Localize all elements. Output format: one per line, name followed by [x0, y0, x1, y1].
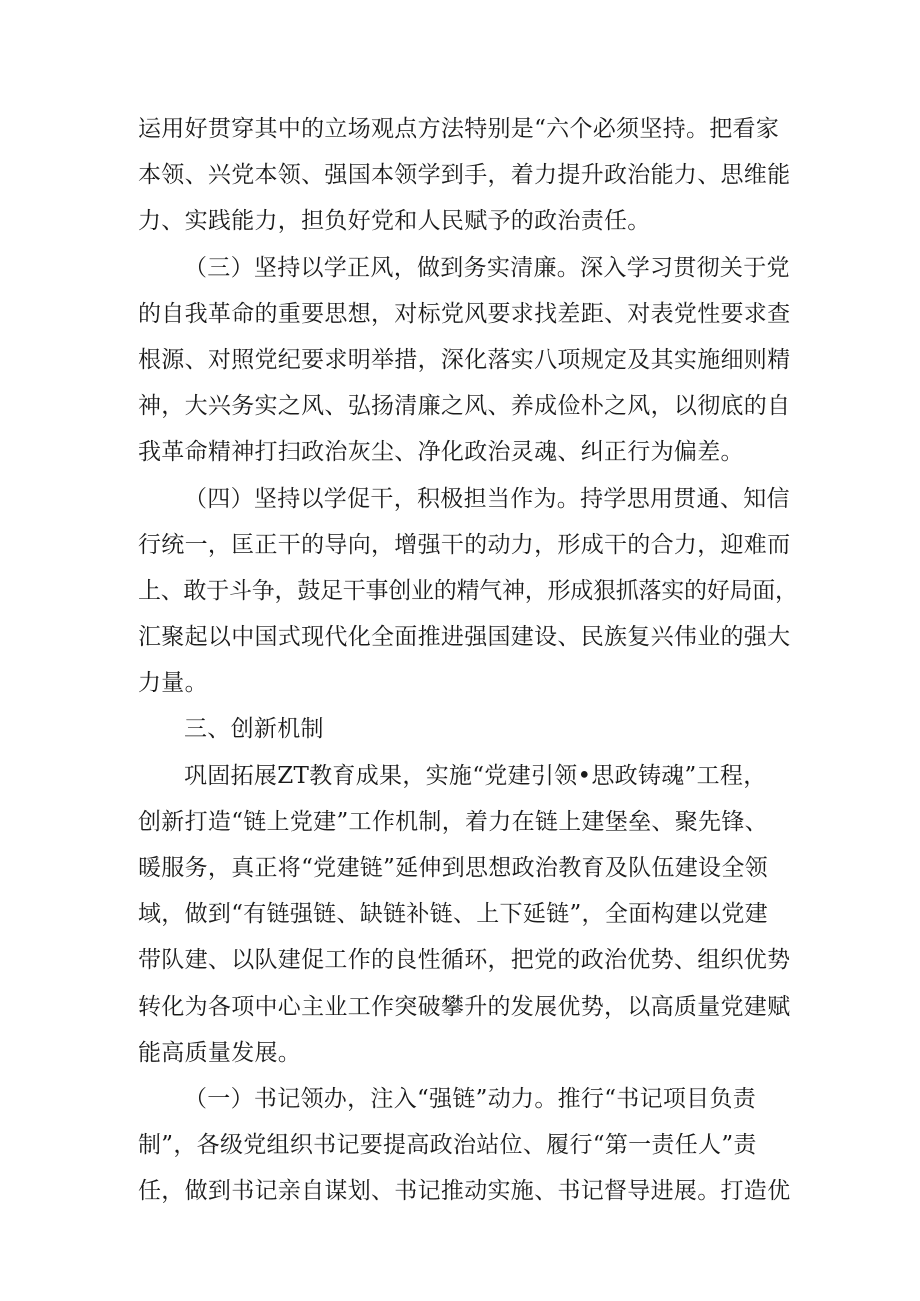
text-line: 带队建、以队建促工作的良性循环，把党的政治优势、组织优势	[138, 947, 791, 974]
text-line: 运用好贯穿其中的立场观点方法特别是“六个必须坚持。把看家	[138, 116, 780, 142]
text-line: 的自我革命的重要思想，对标党风要求找差距、对表党性要求查	[138, 300, 791, 327]
text-line: 巩固拓展ZT教育成果，实施“党建引领•思政铸魂”工程，	[184, 762, 767, 789]
text-line: 本领、兴党本领、强国本领学到手，着力提升政治能力、思维能	[138, 162, 791, 189]
text-line: 行统一，匡正干的导向，增强干的动力，形成干的合力，迎难而	[138, 531, 791, 558]
text-line: 根源、对照党纪要求明举措，深化落实八项规定及其实施细则精	[138, 346, 791, 373]
text-line: （四）坚持以学促干，积极担当作为。持学思用贯通、知信	[184, 485, 790, 512]
document-body	[138, 106, 798, 1215]
text-line: 域，做到“有链强链、缺链补链、上下延链”，全面构建以党建	[138, 901, 768, 928]
text-line: 任，做到书记亲自谋划、书记推动实施、书记督导进展。打造优	[138, 1178, 791, 1205]
text-line: 神，大兴务实之风、弘扬清廉之风、养成俭朴之风，以彻底的自	[138, 393, 791, 420]
text-line: 上、敢于斗争，鼓足干事创业的精气神，形成狠抓落实的好局面，	[138, 577, 798, 604]
text-line: （一）书记领办，注入“强链”动力。推行“书记项目负责	[184, 1085, 757, 1112]
text-line: 暖服务，真正将“党建链”延伸到思想政治教育及队伍建设全领	[138, 855, 768, 881]
text-line: 力、实践能力，担负好党和人民赋予的政治责任。	[138, 208, 651, 235]
text-line: 创新打造“链上党建”工作机制，着力在链上建堡垒、聚先锋、	[138, 808, 768, 835]
text-line: 我革命精神打扫政治灰尘、净化政治灵魂、纠正行为偏差。	[138, 439, 744, 466]
text-line: 能高质量发展。	[138, 1039, 302, 1066]
text-line: 力量。	[138, 670, 208, 697]
text-line: 转化为各项中心主业工作突破攀升的发展优势，以高质量党建赋	[138, 993, 791, 1020]
text-line: 汇聚起以中国式现代化全面推进强国建设、民族复兴伟业的强大	[138, 624, 791, 651]
text-line: 三、创新机制	[184, 716, 324, 743]
text-line: （三）坚持以学正风，做到务实清廉。深入学习贯彻关于党	[184, 254, 790, 281]
text-line: 制”，各级党组织书记要提高政治站位、履行“第一责任人”责	[138, 1132, 757, 1159]
